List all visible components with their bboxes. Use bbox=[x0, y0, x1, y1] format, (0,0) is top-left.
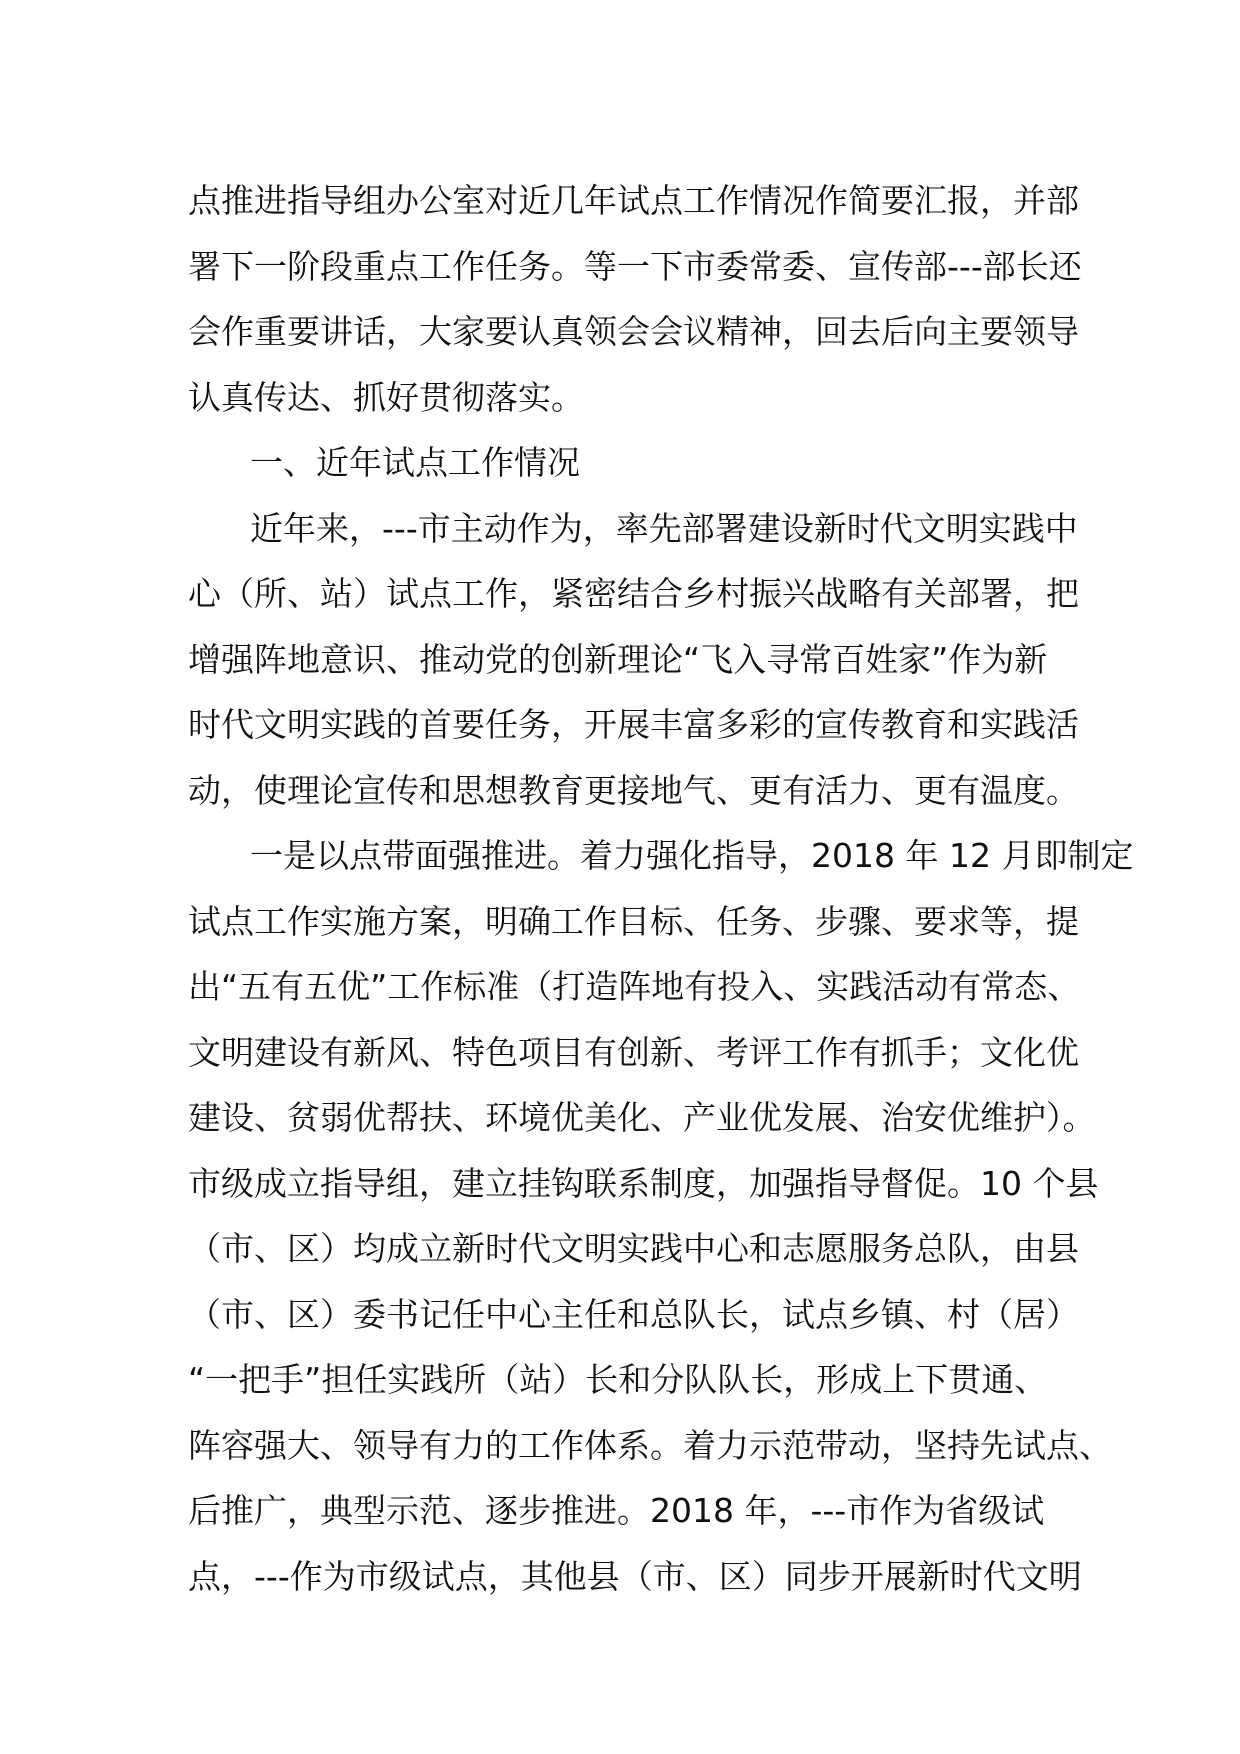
text-line-15: 建设、贫弱优帮扶、环境优美化、产业优发展、治安优维护）。 bbox=[188, 1098, 1096, 1137]
text-line-18: （市、区）委书记任中心主任和总队长，试点乡镇、村（居） bbox=[188, 1294, 1079, 1334]
text-line-7: 心（所、站）试点工作，紧密结合乡村振兴战略有关部署，把 bbox=[188, 574, 1079, 613]
text-line-20: 阵容强大、领导有力的工作体系。着力示范带动，坚持先试点、 bbox=[188, 1425, 1112, 1465]
text-line-19: “一把手”担任实践所（站）长和分队队长，形成上下贯通、 bbox=[188, 1360, 1048, 1399]
section-heading: 一、近年试点工作情况 bbox=[250, 443, 580, 482]
text-line-3: 会作重要讲话，大家要认真领会会议精神，回去后向主要领导 bbox=[188, 312, 1079, 351]
text-line-10: 动，使理论宣传和思想教育更接地气、更有活力、更有温度。 bbox=[188, 770, 1079, 810]
text-line-16: 市级成立指导组，建立挂钩联系制度，加强指导督促。10 个县 bbox=[188, 1163, 1099, 1203]
text-line-17: （市、区）均成立新时代文明实践中心和志愿服务总队，由县 bbox=[188, 1229, 1079, 1268]
text-line-21: 后推广，典型示范、逐步推进。2018 年，---市作为省级试 bbox=[188, 1491, 1045, 1530]
text-line-12: 试点工作实施方案，明确工作目标、任务、步骤、要求等，提 bbox=[188, 901, 1079, 941]
text-line-1: 点推进指导组办公室对近几年试点工作情况作简要汇报，并部 bbox=[188, 181, 1079, 220]
text-line-14: 文明建设有新风、特色项目有创新、考评工作有抓手；文化优 bbox=[188, 1032, 1079, 1072]
text-line-8: 增强阵地意识、推动党的创新理论“飞入寻常百姓家”作为新 bbox=[188, 639, 1048, 679]
text-line-13: 出“五有五优”工作标准（打造阵地有投入、实践活动有常态、 bbox=[188, 967, 1081, 1006]
text-line-9: 时代文明实践的首要任务，开展丰富多彩的宣传教育和实践活 bbox=[188, 705, 1079, 744]
text-line-4: 认真传达、抓好贯彻落实。 bbox=[188, 377, 584, 417]
text-line-6: 近年来，---市主动作为，率先部署建设新时代文明实践中 bbox=[250, 508, 1078, 548]
text-line-11: 一是以点带面强推进。着力强化指导，2018 年 12 月即制定 bbox=[250, 836, 1134, 875]
text-line-2: 署下一阶段重点工作任务。等一下市委常委、宣传部---部长还 bbox=[188, 246, 1082, 286]
body-text bbox=[188, 168, 1134, 1609]
text-line-22: 点，---作为市级试点，其他县（市、区）同步开展新时代文明 bbox=[188, 1556, 1082, 1596]
